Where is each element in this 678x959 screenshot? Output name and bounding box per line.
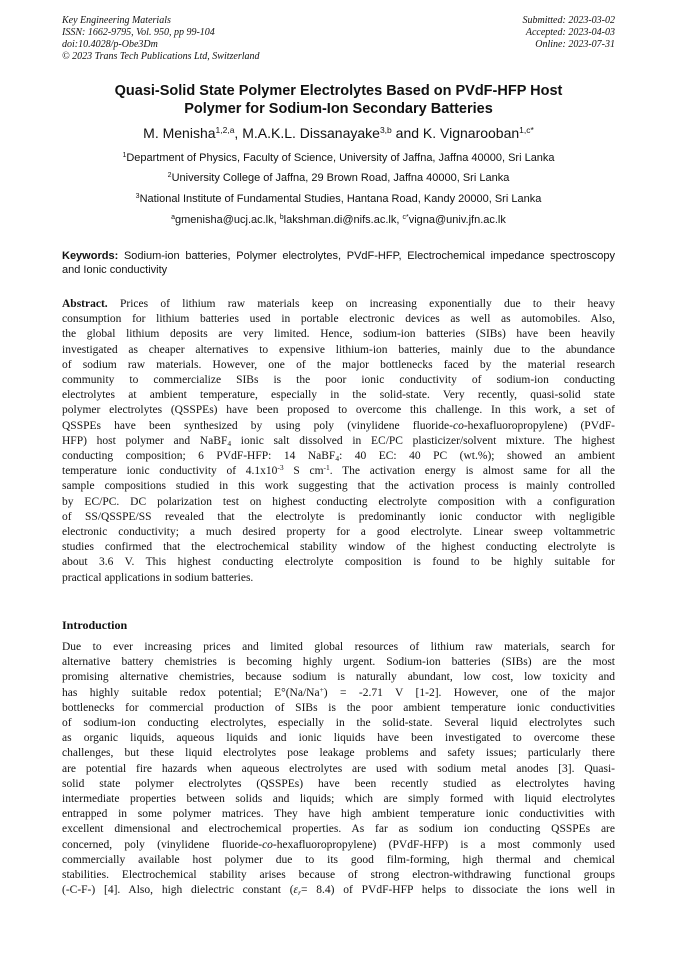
intro-line: Due to ever increasing prices and limited global resources of lithium raw materials, search for bbox=[62, 641, 615, 653]
affiliation-text: National Institute of Fundamental Studies, Hantana Road, Kandy 20000, Sri Lanka bbox=[139, 193, 542, 205]
intro-line: entrapped in some polymer matrices. They have high ambient temperature ionic conductivities with bbox=[62, 808, 615, 821]
email-link[interactable]: gmenisha@ucj.ac.lk bbox=[175, 214, 274, 226]
affiliation-text: University College of Jaffna, 29 Brown Road, Jaffna 40000, Sri Lanka bbox=[171, 172, 510, 184]
abstract-line bbox=[62, 449, 615, 464]
abstract-text: . The activation energy is almost same for all the bbox=[329, 465, 615, 478]
intro-line: bottlenecks for commercial production of SIBs is the poor ambient temperature ionic conductivities bbox=[62, 701, 615, 714]
affiliation-text: Department of Physics, Faculty of Science, University of Jaffna, Jaffna 40000, Sri Lanka bbox=[126, 152, 555, 164]
author-emails bbox=[62, 213, 615, 227]
email-mark: c* bbox=[402, 214, 409, 221]
abstract-superscript: -3 bbox=[277, 463, 284, 473]
keywords-label: Keywords: bbox=[62, 250, 119, 262]
abstract-label: Abstract. bbox=[62, 298, 108, 310]
intro-line: solid state polymer electrolytes (QSSPEs) have been recently studied as electrolytes having bbox=[62, 777, 615, 790]
affiliation-mark: 3 bbox=[135, 193, 140, 200]
intro-line bbox=[62, 686, 615, 701]
abstract-text: : 40 EC: 40 PC (wt.%); showed an ambient bbox=[339, 450, 615, 463]
email-mark: a bbox=[171, 214, 176, 221]
abstract-text: -hexafluoropropylene) (PVdF- bbox=[463, 419, 615, 432]
abstract-line: consumption for lithium batteries used in portable electronic devices as well as automobiles. Also, bbox=[62, 313, 615, 326]
paper-title bbox=[62, 82, 615, 118]
author-name: K. Vignarooban bbox=[422, 125, 520, 141]
journal-metadata bbox=[62, 15, 260, 63]
intro-text: ) = -2.71 V [1-2]. However, one of the major bbox=[323, 686, 615, 699]
abstract-line: electrolytes at ambient temperature, especially in the solid-state. Very recently, quasi-solid state bbox=[62, 389, 615, 402]
abstract-italic: co bbox=[452, 419, 464, 432]
intro-epsilon: ε bbox=[293, 884, 299, 897]
keywords bbox=[62, 249, 615, 277]
abstract-line: investigated as cheaper alternatives to expensive lithium-ion batteries, mainly due to the abundance bbox=[62, 343, 615, 356]
abstract-text: S cm bbox=[283, 465, 324, 478]
intro-text: = 8.4) of PVdF-HFP helps to dissociate the ions well in bbox=[301, 884, 615, 897]
intro-text: has highly suitable redox potential; E°(Na/Na bbox=[62, 686, 320, 699]
abstract-text: HFP) host polymer and NaBF bbox=[62, 434, 228, 447]
affiliation-2 bbox=[62, 171, 615, 185]
email-link[interactable]: lakshman.di@nifs.ac.lk bbox=[283, 214, 397, 226]
intro-italic: co bbox=[262, 838, 273, 851]
abstract-line: sample compositions studied in this work suggesting that the activation process is mainly controlled bbox=[62, 480, 615, 493]
author-name: M.A.K.L. Dissanayake bbox=[242, 125, 380, 141]
publication-dates bbox=[523, 15, 616, 51]
author-separator: and bbox=[391, 125, 423, 141]
abstract-text: Prices of lithium raw materials keep on increasing exponentially due to their heavy bbox=[107, 298, 615, 310]
affiliation-mark: 1 bbox=[122, 152, 127, 159]
intro-line: as organic liquids, aqueous liquids and ionic liquids have been investigated to overcome these bbox=[62, 732, 615, 745]
intro-line: intermediate properties between solids and liquids; which are simply formed with liquid electrolytes bbox=[62, 793, 615, 806]
title-line-2: Polymer for Sodium-Ion Secondary Batteries bbox=[184, 101, 493, 117]
affiliation-mark: 2 bbox=[167, 172, 172, 179]
author-affiliation-mark: 3,b bbox=[379, 125, 392, 135]
date-submitted: Submitted: 2023-03-02 bbox=[522, 15, 615, 26]
intro-superscript: + bbox=[319, 684, 324, 694]
introduction-body bbox=[62, 640, 615, 898]
journal-doi: doi:10.4028/p-Obe3Dm bbox=[62, 39, 158, 50]
email-link[interactable]: vigna@univ.jfn.ac.lk bbox=[408, 214, 506, 226]
abstract-line: of SS/QSSPE/SS revealed that the electrolyte is predominantly ionic conductor with negligible bbox=[62, 510, 615, 523]
author-separator: , bbox=[234, 125, 243, 141]
intro-line bbox=[62, 838, 615, 853]
intro-line: promising alternative chemistries, because sodium is naturally abundant, low cost, low toxicity and bbox=[62, 671, 615, 684]
abstract-line: by EC/PC. DC polarization test on highest conducting electrolyte composition with a configuration bbox=[62, 495, 615, 508]
journal-issn: ISSN: 1662-9795, Vol. 950, pp 99-104 bbox=[62, 27, 215, 38]
abstract bbox=[62, 297, 615, 586]
author-list bbox=[62, 125, 615, 142]
abstract-text: QSSPEs have been synthesized by using poly (vinylidene fluoride- bbox=[62, 419, 453, 432]
affiliation-3 bbox=[62, 192, 615, 206]
intro-text: (-C-F-) [4]. Also, high dielectric constant ( bbox=[62, 884, 294, 897]
abstract-line bbox=[62, 434, 615, 449]
intro-line: stabilities. Electrochemical stability arises because of strong electron-withdrawing functional groups bbox=[62, 869, 615, 882]
abstract-line: the global lithium deposits are very limited. Hence, sodium-ion batteries (SIBs) have been heavily bbox=[62, 328, 615, 341]
date-accepted: Accepted: 2023-04-03 bbox=[525, 27, 615, 38]
intro-line bbox=[62, 883, 615, 898]
intro-line: challenges, but these liquid electrolytes pose leakage problems and safety issues; particularly there bbox=[62, 747, 615, 760]
email-separator: , bbox=[396, 214, 403, 226]
abstract-line bbox=[62, 464, 615, 479]
author-name: M. Menisha bbox=[143, 125, 216, 141]
abstract-line bbox=[62, 297, 615, 312]
abstract-line: polymer electrolytes (QSSPEs) have been proposed to overcome this challenge. In this work, a set of bbox=[62, 404, 615, 417]
intro-line: alternative battery chemistries is becoming highly urgent. Sodium-ion batteries (SIBs) are the most bbox=[62, 656, 615, 669]
abstract-subscript: 4 bbox=[335, 454, 340, 464]
abstract-text: ionic salt dissolved in EC/PC plasticizer/solvent mixture. The highest bbox=[231, 434, 615, 447]
affiliation-1 bbox=[62, 151, 615, 165]
abstract-line bbox=[62, 419, 615, 434]
abstract-text: temperature ionic conductivity of 4.1x10 bbox=[62, 465, 278, 478]
abstract-superscript: -1 bbox=[323, 463, 330, 473]
abstract-line: studies confirmed that the electrochemical stability window of the highest conducting electrolyte is bbox=[62, 541, 615, 554]
abstract-line: practical applications in sodium batteries. bbox=[62, 571, 254, 584]
intro-line: excellent dimensional and electrochemical properties. As far as sodium ion conducting QSSPEs are bbox=[62, 823, 615, 836]
intro-text: -hexafluoropropylene) (PVdF-HFP) is a most commonly used bbox=[272, 838, 615, 851]
date-online: Online: 2023-07-31 bbox=[535, 39, 615, 50]
intro-text: concerned, poly (vinylidene fluoride- bbox=[62, 838, 263, 851]
abstract-line: of sodium raw materials. However, one of the major bottlenecks faced by the material research bbox=[62, 358, 615, 371]
abstract-line: about 3.6 V. This highest conducting electrolyte composition is found to be highly suitable for bbox=[62, 556, 615, 569]
email-separator: , bbox=[273, 214, 280, 226]
author-affiliation-mark: 1,2,a bbox=[215, 125, 235, 135]
abstract-line: community to commercialize SIBs is the poor ionic conductivity of sodium-ion conducting bbox=[62, 374, 615, 387]
author-affiliation-mark: 1,c* bbox=[519, 125, 534, 135]
intro-line: commercially available host polymer due to its good film-forming, high thermal and chemical bbox=[62, 853, 615, 866]
intro-epsilon-subscript: r bbox=[298, 888, 302, 898]
journal-name: Key Engineering Materials bbox=[62, 15, 171, 26]
abstract-text: conducting composition; 6 PVdF-HFP: 14 NaBF bbox=[62, 450, 336, 463]
journal-copyright: © 2023 Trans Tech Publications Ltd, Switzerland bbox=[62, 51, 260, 62]
title-line-1: Quasi-Solid State Polymer Electrolytes Based on PVdF-HFP Host bbox=[114, 83, 563, 99]
abstract-subscript: 4 bbox=[227, 438, 232, 448]
section-heading-introduction: Introduction bbox=[62, 618, 128, 632]
intro-line: are potential fire hazards when aqueous electrolytes are used with sodium metal anodes [3]. Quasi- bbox=[62, 762, 615, 775]
abstract-line: electronic conductivity; a much desired property for a good electrolyte. Linear sweep voltammetric bbox=[62, 526, 615, 539]
intro-line: of sodium-ion conducting electrolytes, especially in the solid-state. Several liquid electrolytes such bbox=[62, 717, 615, 730]
keywords-text: Sodium-ion batteries, Polymer electrolytes, PVdF-HFP, Electrochemical impedance spectroscopy and Ionic conductivity bbox=[62, 250, 615, 276]
email-mark: b bbox=[279, 214, 284, 221]
